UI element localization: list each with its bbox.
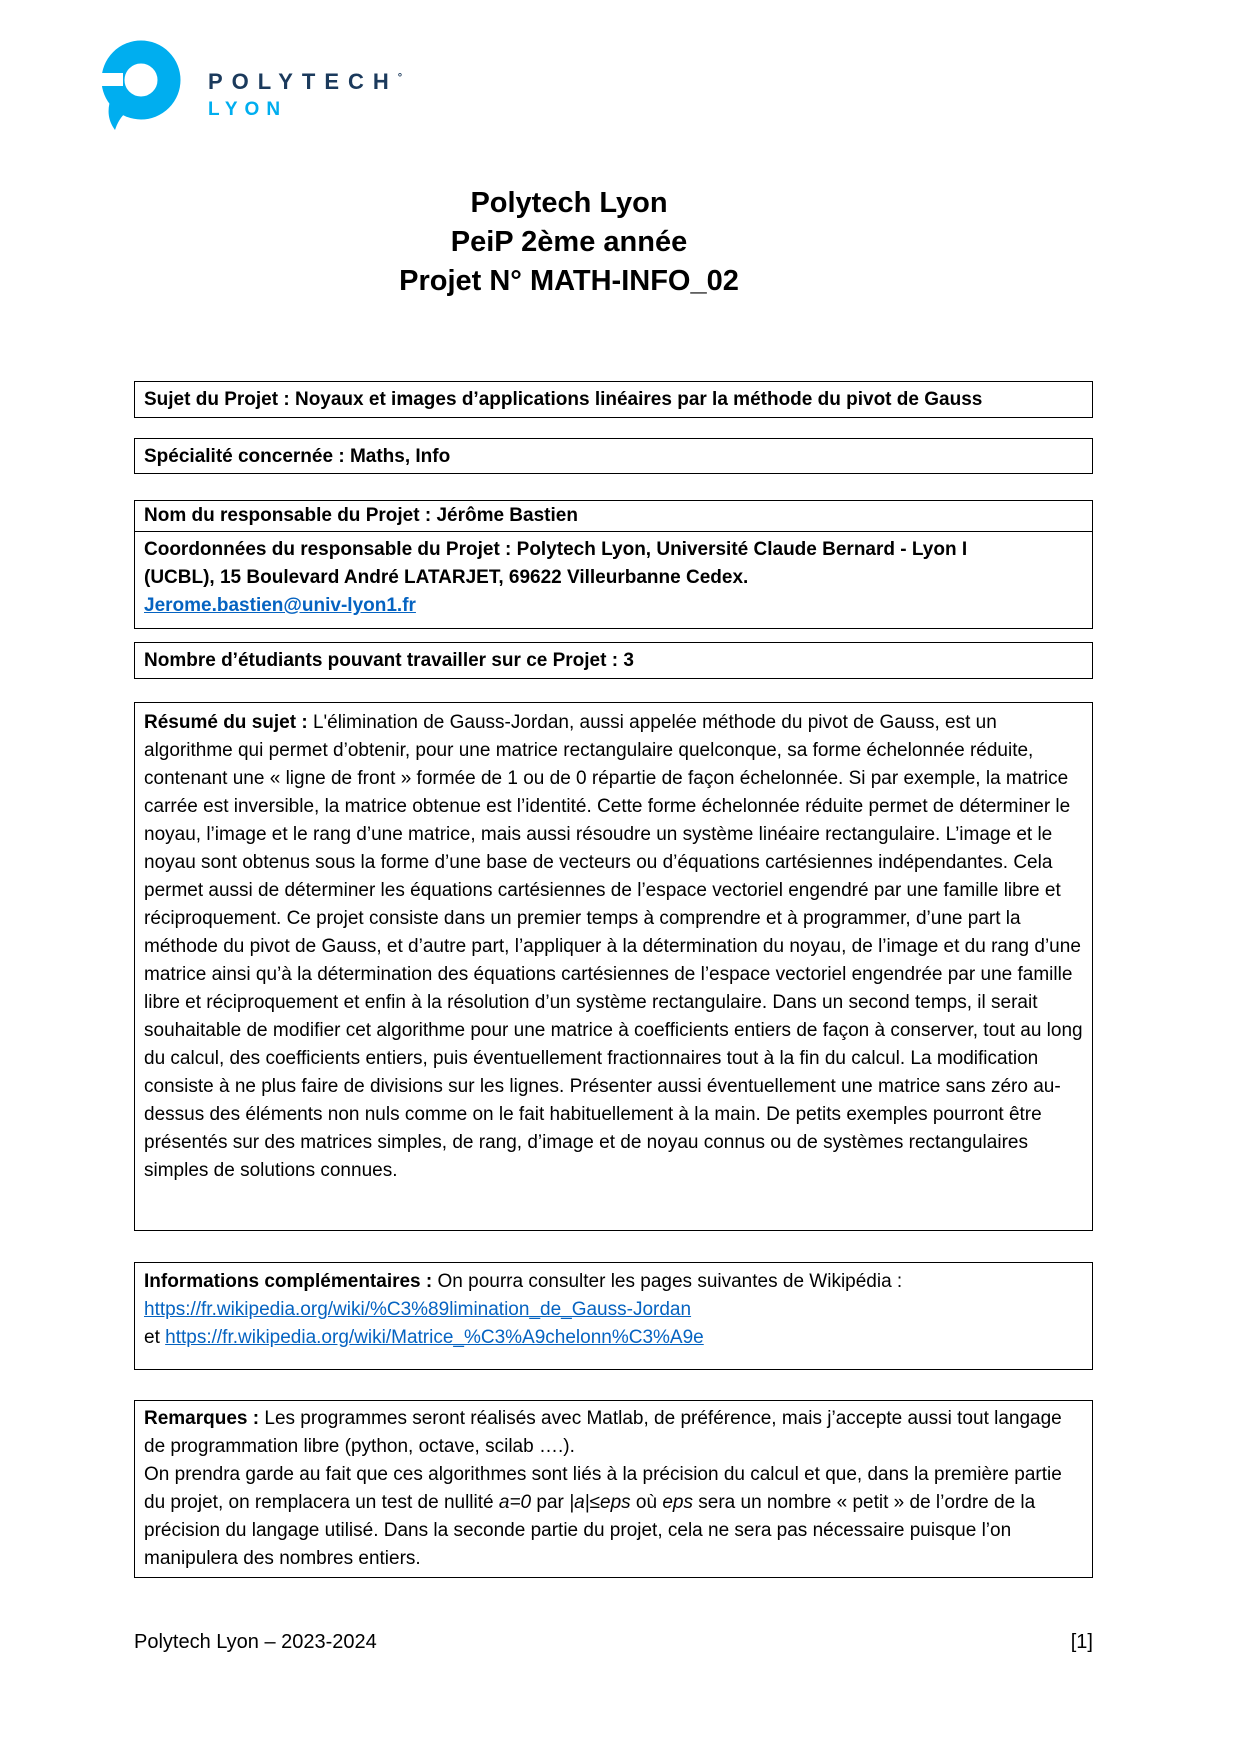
footer-left-text: Polytech Lyon – 2023-2024 [134,1631,377,1653]
summary-box [134,702,1093,1231]
logo-brand-text [208,67,402,93]
supervisor-name-value: Jérôme Bastien [436,505,578,526]
remarks-math-eps: eps [662,1492,693,1513]
remarks-box [134,1400,1093,1578]
additional-info-box [134,1262,1093,1370]
supervisor-address-row [135,532,1092,628]
supervisor-address-line2: (UCBL), 15 Boulevard André LATARJET, 69622 Villeurbanne Cedex. [144,567,749,588]
summary-label: Résumé du sujet : [144,712,308,733]
wikipedia-link-2[interactable]: https://fr.wikipedia.org/wiki/Matrice_%C3%A9chelonn%C3%A9e [165,1327,704,1348]
remarks-seg-4: sera un nombre « petit » de l’ordre de la précision du langage utilisé. Dans la seconde partie du projet, cela ne sera pas nécessaire puisque l’on manipulera des nombres entiers. [144,1492,1036,1569]
polytech-logo-mark-icon [98,38,182,132]
supervisor-name-label: Nom du responsable du Projet : [144,505,432,526]
subject-label: Sujet du Projet : [144,389,290,410]
subject-text: Noyaux et images d’applications linéaires par la méthode du pivot de Gauss [294,389,983,410]
students-box [134,642,1093,679]
specialty-value: Maths, Info [349,446,451,467]
remarks-math-a0: a=0 [498,1492,532,1513]
logo-city-text: LYON [208,99,288,120]
supervisor-name-row [135,501,1092,532]
summary-paragraph [144,709,1083,1185]
additional-info-label: Informations complémentaires : [144,1271,433,1292]
remarks-seg-1: On prendra garde au fait que ces algorithmes sont liés à la précision du calcul et que, dans la première partie du projet, on remplacera un test de nullité [144,1464,1062,1513]
logo-registered-mark: ° [397,72,403,84]
remarks-seg-3: où [630,1492,663,1513]
remarks-paragraph-2 [144,1461,1083,1573]
remarks-math-abs-eps: |a|≤eps [569,1492,631,1513]
supervisor-email-link[interactable]: Jerome.bastien@univ-lyon1.fr [144,595,416,616]
remarks-label: Remarques : [144,1408,260,1429]
specialty-label: Spécialité concernée : [144,446,345,467]
specialty-box [134,438,1093,474]
polytech-logo [98,38,402,132]
remarks-text-1: Les programmes seront réalisés avec Matlab, de préférence, mais j’accepte aussi tout langage de programmation libre (python, octave, scilab ….). [144,1408,1062,1457]
wikipedia-link-line-2 [144,1324,1083,1352]
supervisor-box [134,500,1093,629]
title-line-1: Polytech Lyon [470,187,668,219]
footer-page-number: [1] [1070,1631,1093,1653]
additional-info-intro-line [144,1268,1083,1296]
title-line-3: Projet N° MATH-INFO_02 [399,265,739,297]
subject-box [134,381,1093,418]
document-title [134,184,1004,301]
remarks-paragraph-1 [144,1405,1083,1461]
logo-brand-word: POLYTECH [208,69,398,94]
remarks-seg-2: par [531,1492,570,1513]
wikipedia-link-1[interactable]: https://fr.wikipedia.org/wiki/%C3%89limination_de_Gauss-Jordan [144,1299,692,1320]
link-prefix-et: et [144,1327,160,1348]
students-label: Nombre d’étudiants pouvant travailler sur ce Projet : [144,650,619,671]
wikipedia-link-line-1 [144,1296,1083,1324]
summary-text: L'élimination de Gauss-Jordan, aussi appelée méthode du pivot de Gauss, est un algorithme qui permet d’obtenir, pour une matrice rectangulaire quelconque, sa forme échelonnée réduite, contenant une « ligne de front » formée de 1 ou de 0 répartie de façon échelonnée. Si par exemple, la matrice carrée est inversible, la matrice obtenue est l’identité. Cette forme échelonnée réduite permet de déterminer le noyau, l’image et le rang d’une matrice, mais aussi résoudre un système linéaire rectangulaire. L’image et le noyau sont obtenus sous la forme d’une base de vecteurs ou d’équations cartésiennes indépendantes. Cela permet aussi de déterminer les équations cartésiennes de l’espace vectoriel engendré par une famille libre et réciproquement. Ce projet consiste dans un premier temps à comprendre et à programmer, d’une part la méthode du pivot de Gauss, et d’autre part, l’appliquer à la détermination du noyau, de l’image et du rang d’une matrice ainsi qu’à la détermination des équations cartésiennes de l’espace vectoriel engendrée par une famille libre et réciproquement et enfin à la résolution d’un système rectangulaire. Dans un second temps, il serait souhaitable de modifier cet algorithme pour une matrice à coefficients entiers de façon à conserver, tout au long du calcul, des coefficients entiers, puis éventuellement fractionnaires tout à la fin du calcul. La modification consiste à ne plus faire de divisions sur les lignes. Présenter aussi éventuellement une matrice sans zéro au-dessus des éléments non nuls comme on le fait habituellement à la main. De petits exemples pourront être présentés sur des matrices simples, de rang, d’image et de noyau connus ou de systèmes rectangulaires simples de solutions connues. [144,712,1083,1181]
students-value: 3 [623,650,634,671]
title-line-2: PeiP 2ème année [450,226,688,258]
supervisor-address-line1: Coordonnées du responsable du Projet : Polytech Lyon, Université Claude Bernard - Lyon I [144,539,968,560]
logo-text [208,67,402,121]
additional-info-intro: On pourra consulter les pages suivantes de Wikipédia : [437,1271,903,1292]
